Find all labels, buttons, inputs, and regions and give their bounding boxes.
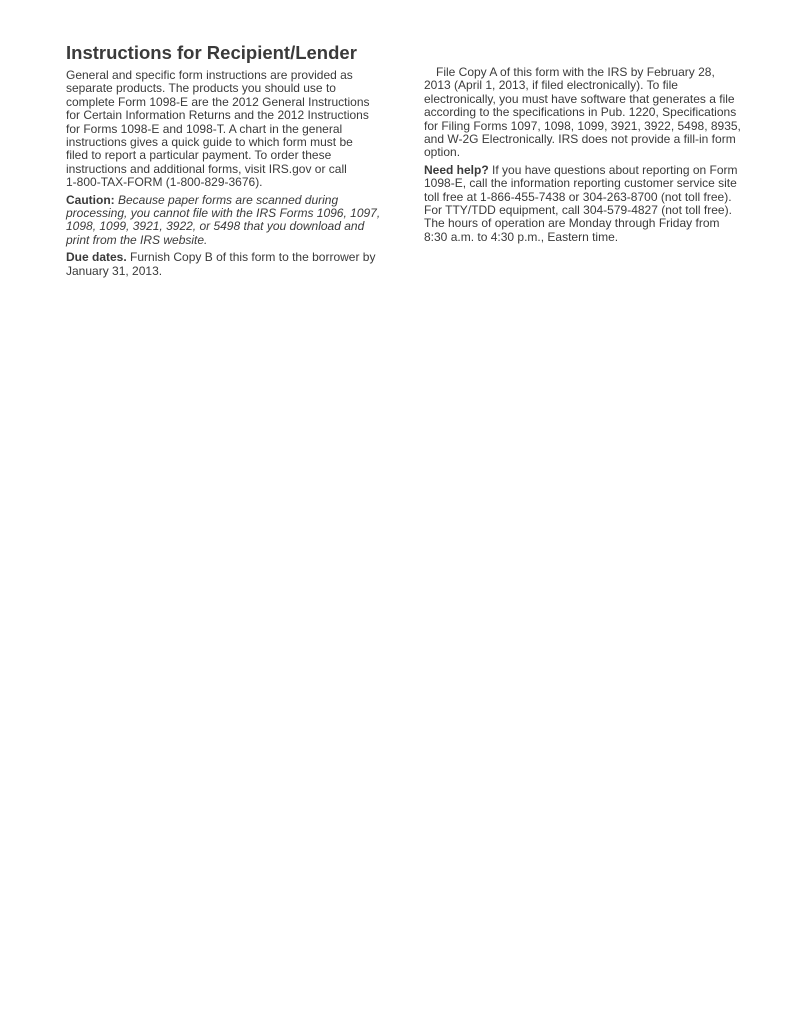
text-line: electronically, you must have software that generates a file (424, 91, 735, 106)
text-line: for Certain Information Returns and the 2012 Instructions (66, 108, 369, 123)
text-line: for Forms 1098-E and 1098-T. A chart in the general (66, 121, 343, 136)
text-line (424, 164, 764, 177)
need-help-label: Need help? (424, 162, 489, 177)
text-line: 1-800-TAX-FORM (1-800-829-3676). (66, 175, 263, 190)
text-line: print from the IRS website. (66, 232, 208, 247)
text-line: 8:30 a.m. to 4:30 p.m., Eastern time. (424, 229, 619, 244)
text-line: processing, you cannot file with the IRS Forms 1096, 1097, (66, 206, 381, 221)
text-line: complete Form 1098-E are the 2012 General Instructions (66, 94, 370, 109)
text-line: The hours of operation are Monday through Friday from (424, 216, 720, 231)
text-line: 2013 (April 1, 2013, if filed electronically). To file (424, 78, 678, 93)
caution-text: Because paper forms are scanned during (118, 192, 339, 207)
due-dates-label: Due dates. (66, 250, 127, 265)
text-line: toll free at 1-866-455-7438 or 304-263-8700 (not toll free). (424, 189, 732, 204)
text-line: General and specific form instructions are provided as (66, 68, 353, 82)
text-line: according to the specifications in Pub. 1220, Specifications (424, 105, 737, 120)
text-line: instructions and additional forms, visit IRS.gov or call (66, 161, 347, 176)
due-dates-text: Furnish Copy B of this form to the borrower by (130, 250, 376, 265)
text-line: 1098, 1099, 3921, 3922, or 5498 that you download and (66, 219, 365, 234)
due-dates-paragraph (66, 251, 406, 278)
text-line: 1098-E, call the information reporting customer service site (424, 176, 737, 191)
text-line: For TTY/TDD equipment, call 304-579-4827 (not toll free). (424, 203, 732, 218)
general-instructions-paragraph (66, 69, 406, 190)
need-help-paragraph (424, 164, 764, 244)
caution-label: Caution: (66, 192, 115, 207)
text-line: for Filing Forms 1097, 1098, 1099, 3921, 3922, 5498, 8935, (424, 118, 741, 133)
text-line (66, 251, 406, 264)
caution-paragraph (66, 194, 406, 248)
text-line: File Copy A of this form with the IRS by February 28, (436, 65, 715, 79)
text-line: instructions gives a quick guide to which form must be (66, 135, 353, 150)
text-line: and W-2G Electronically. IRS does not provide a fill-in form (424, 132, 736, 147)
left-column (66, 69, 406, 282)
right-column (424, 66, 764, 248)
text-line (66, 194, 406, 207)
page-title: Instructions for Recipient/Lender (66, 42, 357, 63)
text-line: January 31, 2013. (66, 263, 163, 278)
text-line: separate products. The products you should use to (66, 81, 336, 96)
text-line: filed to report a particular payment. To order these (66, 148, 332, 163)
file-copy-a-paragraph (424, 66, 764, 160)
need-help-text: If you have questions about reporting on Form (492, 162, 738, 177)
text-line: option. (424, 145, 461, 160)
